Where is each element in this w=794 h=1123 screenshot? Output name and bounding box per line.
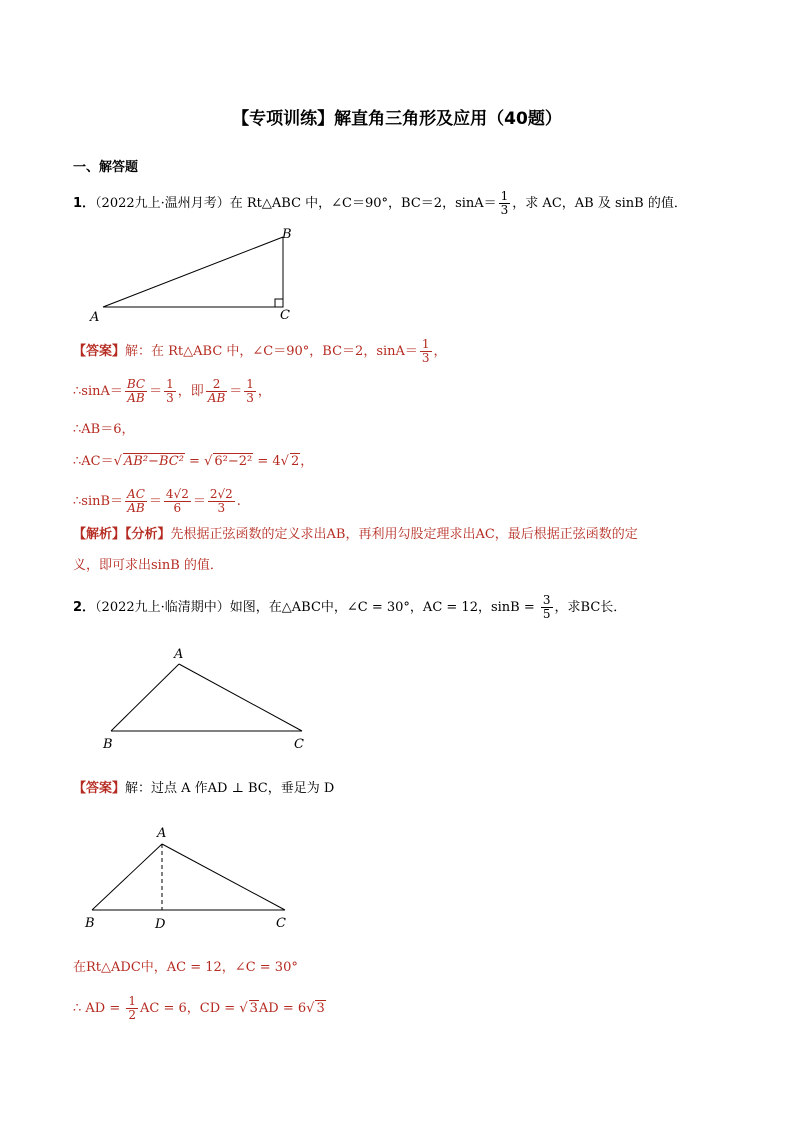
fraction: $\frac{1}{2}$ (128, 994, 137, 1022)
question-1 (73, 190, 687, 217)
answer-1-line-4 (73, 452, 313, 472)
answer-text: . (236, 494, 241, 509)
section-heading: 一、解答题 (73, 160, 139, 175)
answer-2-line-3 (73, 995, 326, 1022)
analysis-1-line-1 (73, 525, 638, 545)
analysis-1-line-2: 义，即可求出sinB 的值． (73, 558, 223, 573)
answer-text: ，即 (177, 384, 204, 399)
question-text: 如图，在△ABC中，∠C = 30°，AC = 12，sinB = (229, 600, 539, 615)
fraction: $\frac{1}{3}$ (246, 377, 254, 405)
fraction: $\frac{4√2}{6}$ (165, 487, 189, 515)
answer-text: ∴ AD = (73, 1001, 125, 1016)
answer-2-line-1 (73, 779, 334, 799)
answer-text: 解：过点 A 作AD ⊥ BC，垂足为 D (125, 781, 335, 796)
vertex-label-a: A (174, 647, 184, 662)
fraction: $\frac{2√2}{3}$ (209, 487, 233, 515)
answer-text: ∴sinA＝ (73, 384, 123, 399)
fraction: $\frac{1}{3}$ (421, 337, 430, 365)
vertex-label-c: C (294, 737, 304, 752)
vertex-label-c: C (280, 308, 290, 323)
answer-tag: 【答案】 (73, 344, 126, 359)
answer-text: = (184, 454, 205, 469)
foot-label-d: D (155, 917, 166, 932)
page-title: 【专项训练】解直角三角形及应用（40题） (232, 109, 562, 129)
fraction: $\frac{2}{AB}$ (207, 377, 226, 405)
question-text: 在 Rt△ABC 中，∠C＝90°，BC＝2，sinA＝ (229, 196, 497, 211)
answer-text: ＝ (229, 384, 243, 399)
question-text: ，求BC长． (554, 600, 627, 615)
answer-tag: 【答案】 (73, 781, 126, 796)
question-number: 1． (73, 196, 96, 211)
question-2 (73, 594, 626, 621)
answer-text: 解：在 Rt△ABC 中，∠C＝90°，BC＝2，sinA＝ (125, 344, 418, 359)
answer-text: = 4 (253, 454, 281, 469)
vertex-label-b: B (282, 227, 292, 242)
answer-1-line-1 (73, 338, 447, 365)
fraction: $\frac{1}{3}$ (166, 377, 174, 405)
vertex-label-a: A (157, 826, 167, 841)
answer-text: ＝ (192, 494, 206, 509)
radical: 3 (249, 1001, 258, 1016)
analysis-text: 先根据正弦函数的定义求出AB，再利用勾股定理求出AC，最后根据正弦函数的定 (170, 527, 638, 542)
answer-text: ＝ (149, 384, 163, 399)
radical: AB²−BC² (123, 454, 184, 469)
fraction: $\frac{1}{3}$ (500, 189, 509, 217)
fraction: $\frac{AC}{AB}$ (127, 487, 145, 515)
vertex-label-c: C (276, 916, 286, 931)
answer-1-line-2 (73, 378, 271, 405)
answer-text: ＝ (148, 494, 162, 509)
answer-text: ∴sinB＝ (73, 494, 124, 509)
vertex-label-a: A (90, 310, 100, 325)
answer-text: ， (257, 384, 271, 399)
question-source: （2022九上·临清期中） (95, 600, 230, 615)
vertex-label-b: B (103, 737, 113, 752)
answer-text: AC = 6，CD = (140, 1001, 240, 1016)
answer-2-line-2: 在Rt△ADC中，AC = 12，∠C = 30° (73, 960, 298, 975)
fraction: $\frac{3}{5}$ (542, 593, 551, 621)
analysis-tag: 【解析】【分析】 (73, 527, 171, 542)
figure-triangle-3 (80, 822, 310, 937)
vertex-label-b: B (85, 916, 95, 931)
radical: 6²−2² (214, 454, 253, 469)
answer-text: AD = 6 (258, 1001, 307, 1016)
question-number: 2． (73, 600, 96, 615)
question-text: ，求 AC，AB 及 sinB 的值． (512, 196, 687, 211)
answer-text: ， (433, 344, 447, 359)
answer-1-line-3: ∴AB＝6， (73, 422, 135, 437)
answer-1-line-5 (73, 488, 241, 515)
figure-triangle-2 (95, 640, 325, 755)
figure-triangle-1 (80, 222, 320, 327)
question-source: （2022九上·温州月考） (95, 196, 230, 211)
radical: 2 (290, 454, 300, 469)
answer-text: ∴AC＝ (73, 454, 114, 469)
fraction: $\frac{BC}{AB}$ (126, 377, 146, 405)
radical: 3 (316, 1001, 325, 1016)
answer-text: ， (300, 454, 314, 469)
